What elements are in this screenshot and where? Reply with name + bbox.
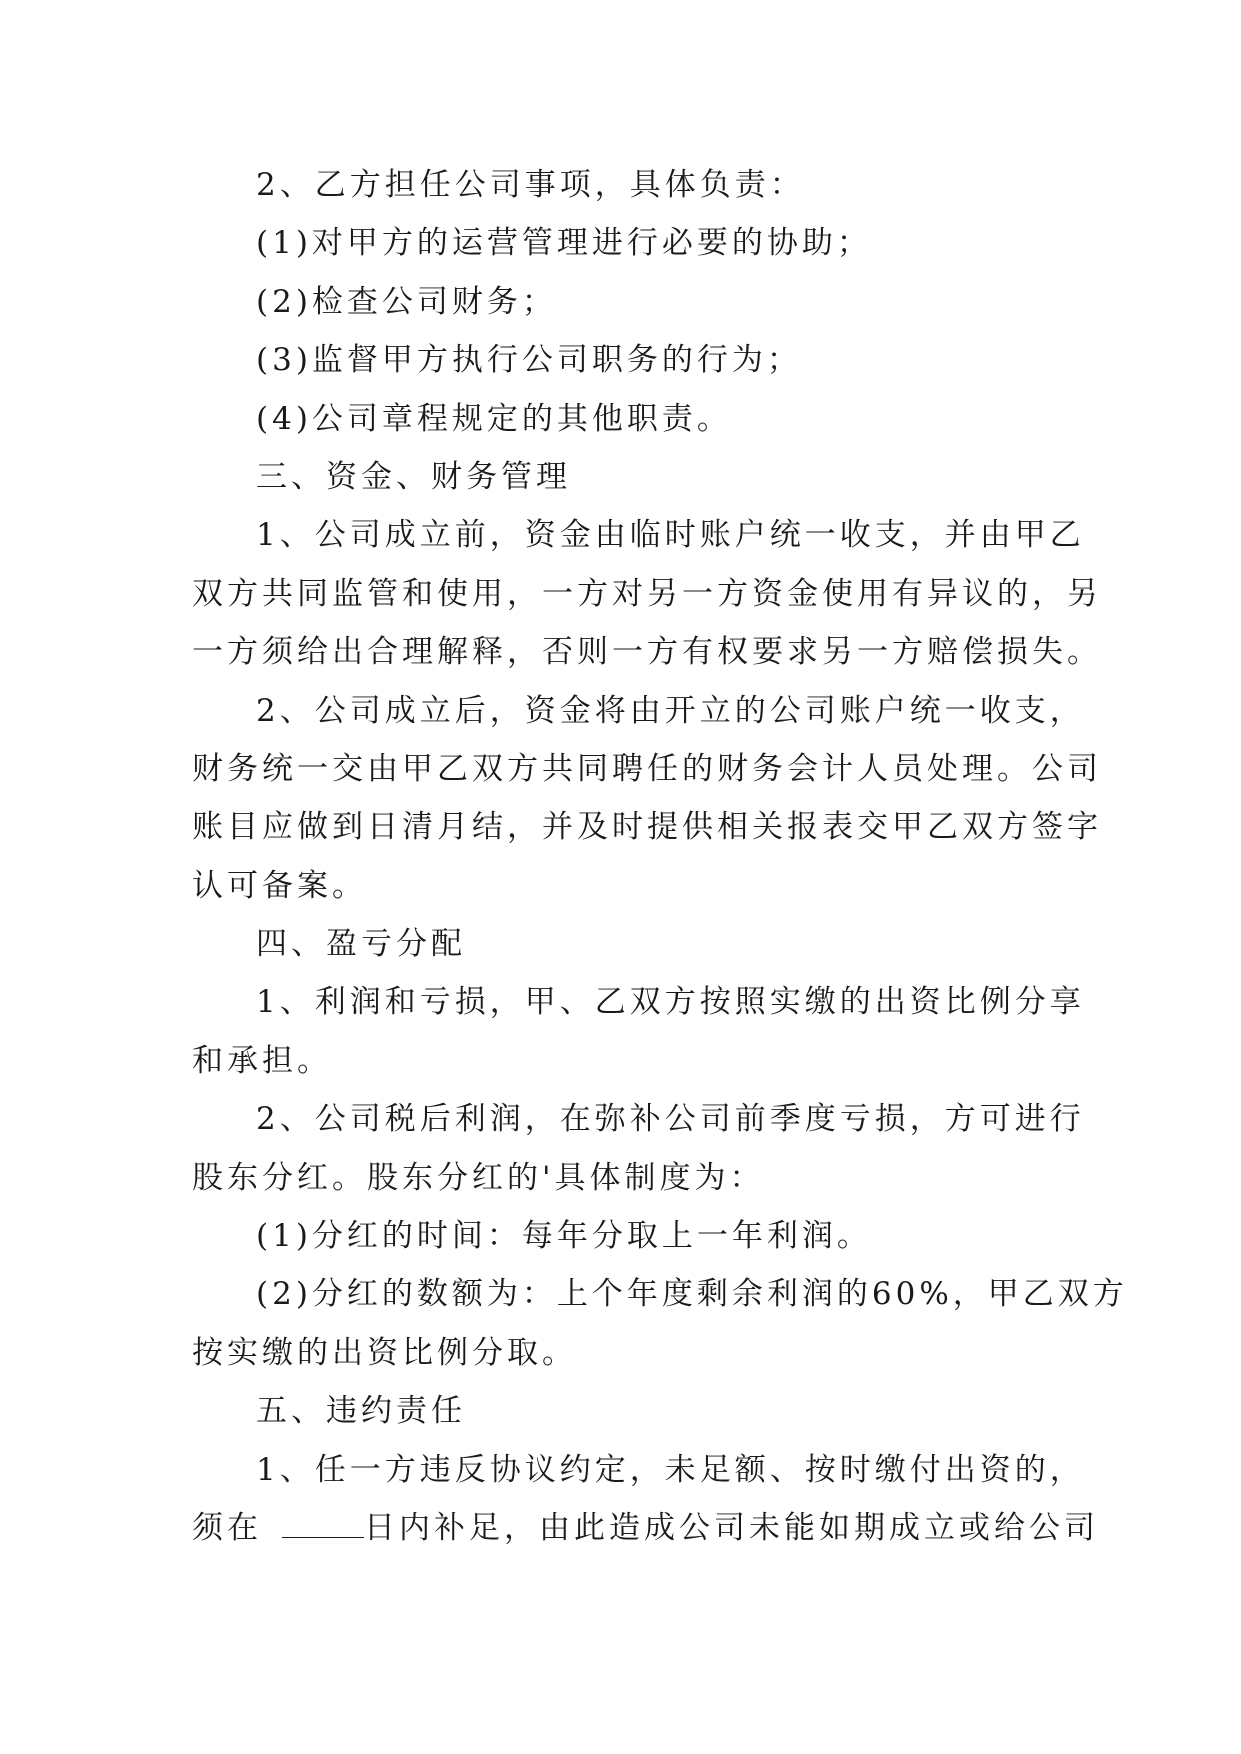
paragraph-line: 按实缴的出资比例分取。 [192, 1334, 577, 1371]
section-heading: 五、违约责任 [256, 1393, 466, 1430]
paragraph-line: 2、公司税后利润，在弥补公司前季度亏损，方可进行 [256, 1101, 1085, 1138]
line-start-text: 须在 [192, 1509, 262, 1546]
paragraph-line: 财务统一交由甲乙双方共同聘任的财务会计人员处理。公司 [192, 750, 1102, 787]
line-end-text: 日内补足，由此造成公司未能如期成立或给公司 [364, 1509, 1099, 1546]
paragraph-line: (3)监督甲方执行公司职务的行为； [256, 342, 802, 379]
paragraph-line: 一方须给出合理解释，否则一方有权要求另一方赔偿损失。 [192, 634, 1102, 671]
paragraph-line: (1)对甲方的运营管理进行必要的协助； [256, 225, 872, 262]
paragraph-line: (2)检查公司财务； [256, 283, 557, 320]
paragraph-line: 2、乙方担任公司事项，具体负责： [256, 167, 805, 203]
paragraph-line: (4)公司章程规定的其他职责。 [256, 400, 732, 437]
fill-in-blank [282, 1513, 364, 1538]
paragraph-line: (2)分红的数额为：上个年度剩余利润的60%，甲乙双方 [256, 1276, 1128, 1313]
paragraph-line-with-blank [192, 1499, 1099, 1557]
document-body [192, 156, 1128, 1557]
section-heading: 四、盈亏分配 [256, 926, 466, 963]
paragraph-line: 1、任一方违反协议约定，未足额、按时缴付出资的， [256, 1451, 1085, 1488]
paragraph-line: 1、利润和亏损，甲、乙双方按照实缴的出资比例分享 [256, 984, 1085, 1021]
paragraph-line: 双方共同监管和使用，一方对另一方资金使用有异议的，另 [192, 575, 1102, 612]
paragraph-line: (1)分红的时间：每年分取上一年利润。 [256, 1218, 872, 1255]
paragraph-line: 股东分红。股东分红的'具体制度为： [192, 1159, 765, 1196]
paragraph-line: 2、公司成立后，资金将由开立的公司账户统一收支， [256, 692, 1085, 729]
paragraph-line: 账目应做到日清月结，并及时提供相关报表交甲乙双方签字 [192, 809, 1102, 846]
paragraph-line: 和承担。 [192, 1042, 332, 1079]
paragraph-line: 认可备案。 [192, 867, 367, 904]
section-heading: 三、资金、财务管理 [256, 458, 571, 495]
paragraph-line: 1、公司成立前，资金由临时账户统一收支，并由甲乙 [256, 517, 1085, 554]
